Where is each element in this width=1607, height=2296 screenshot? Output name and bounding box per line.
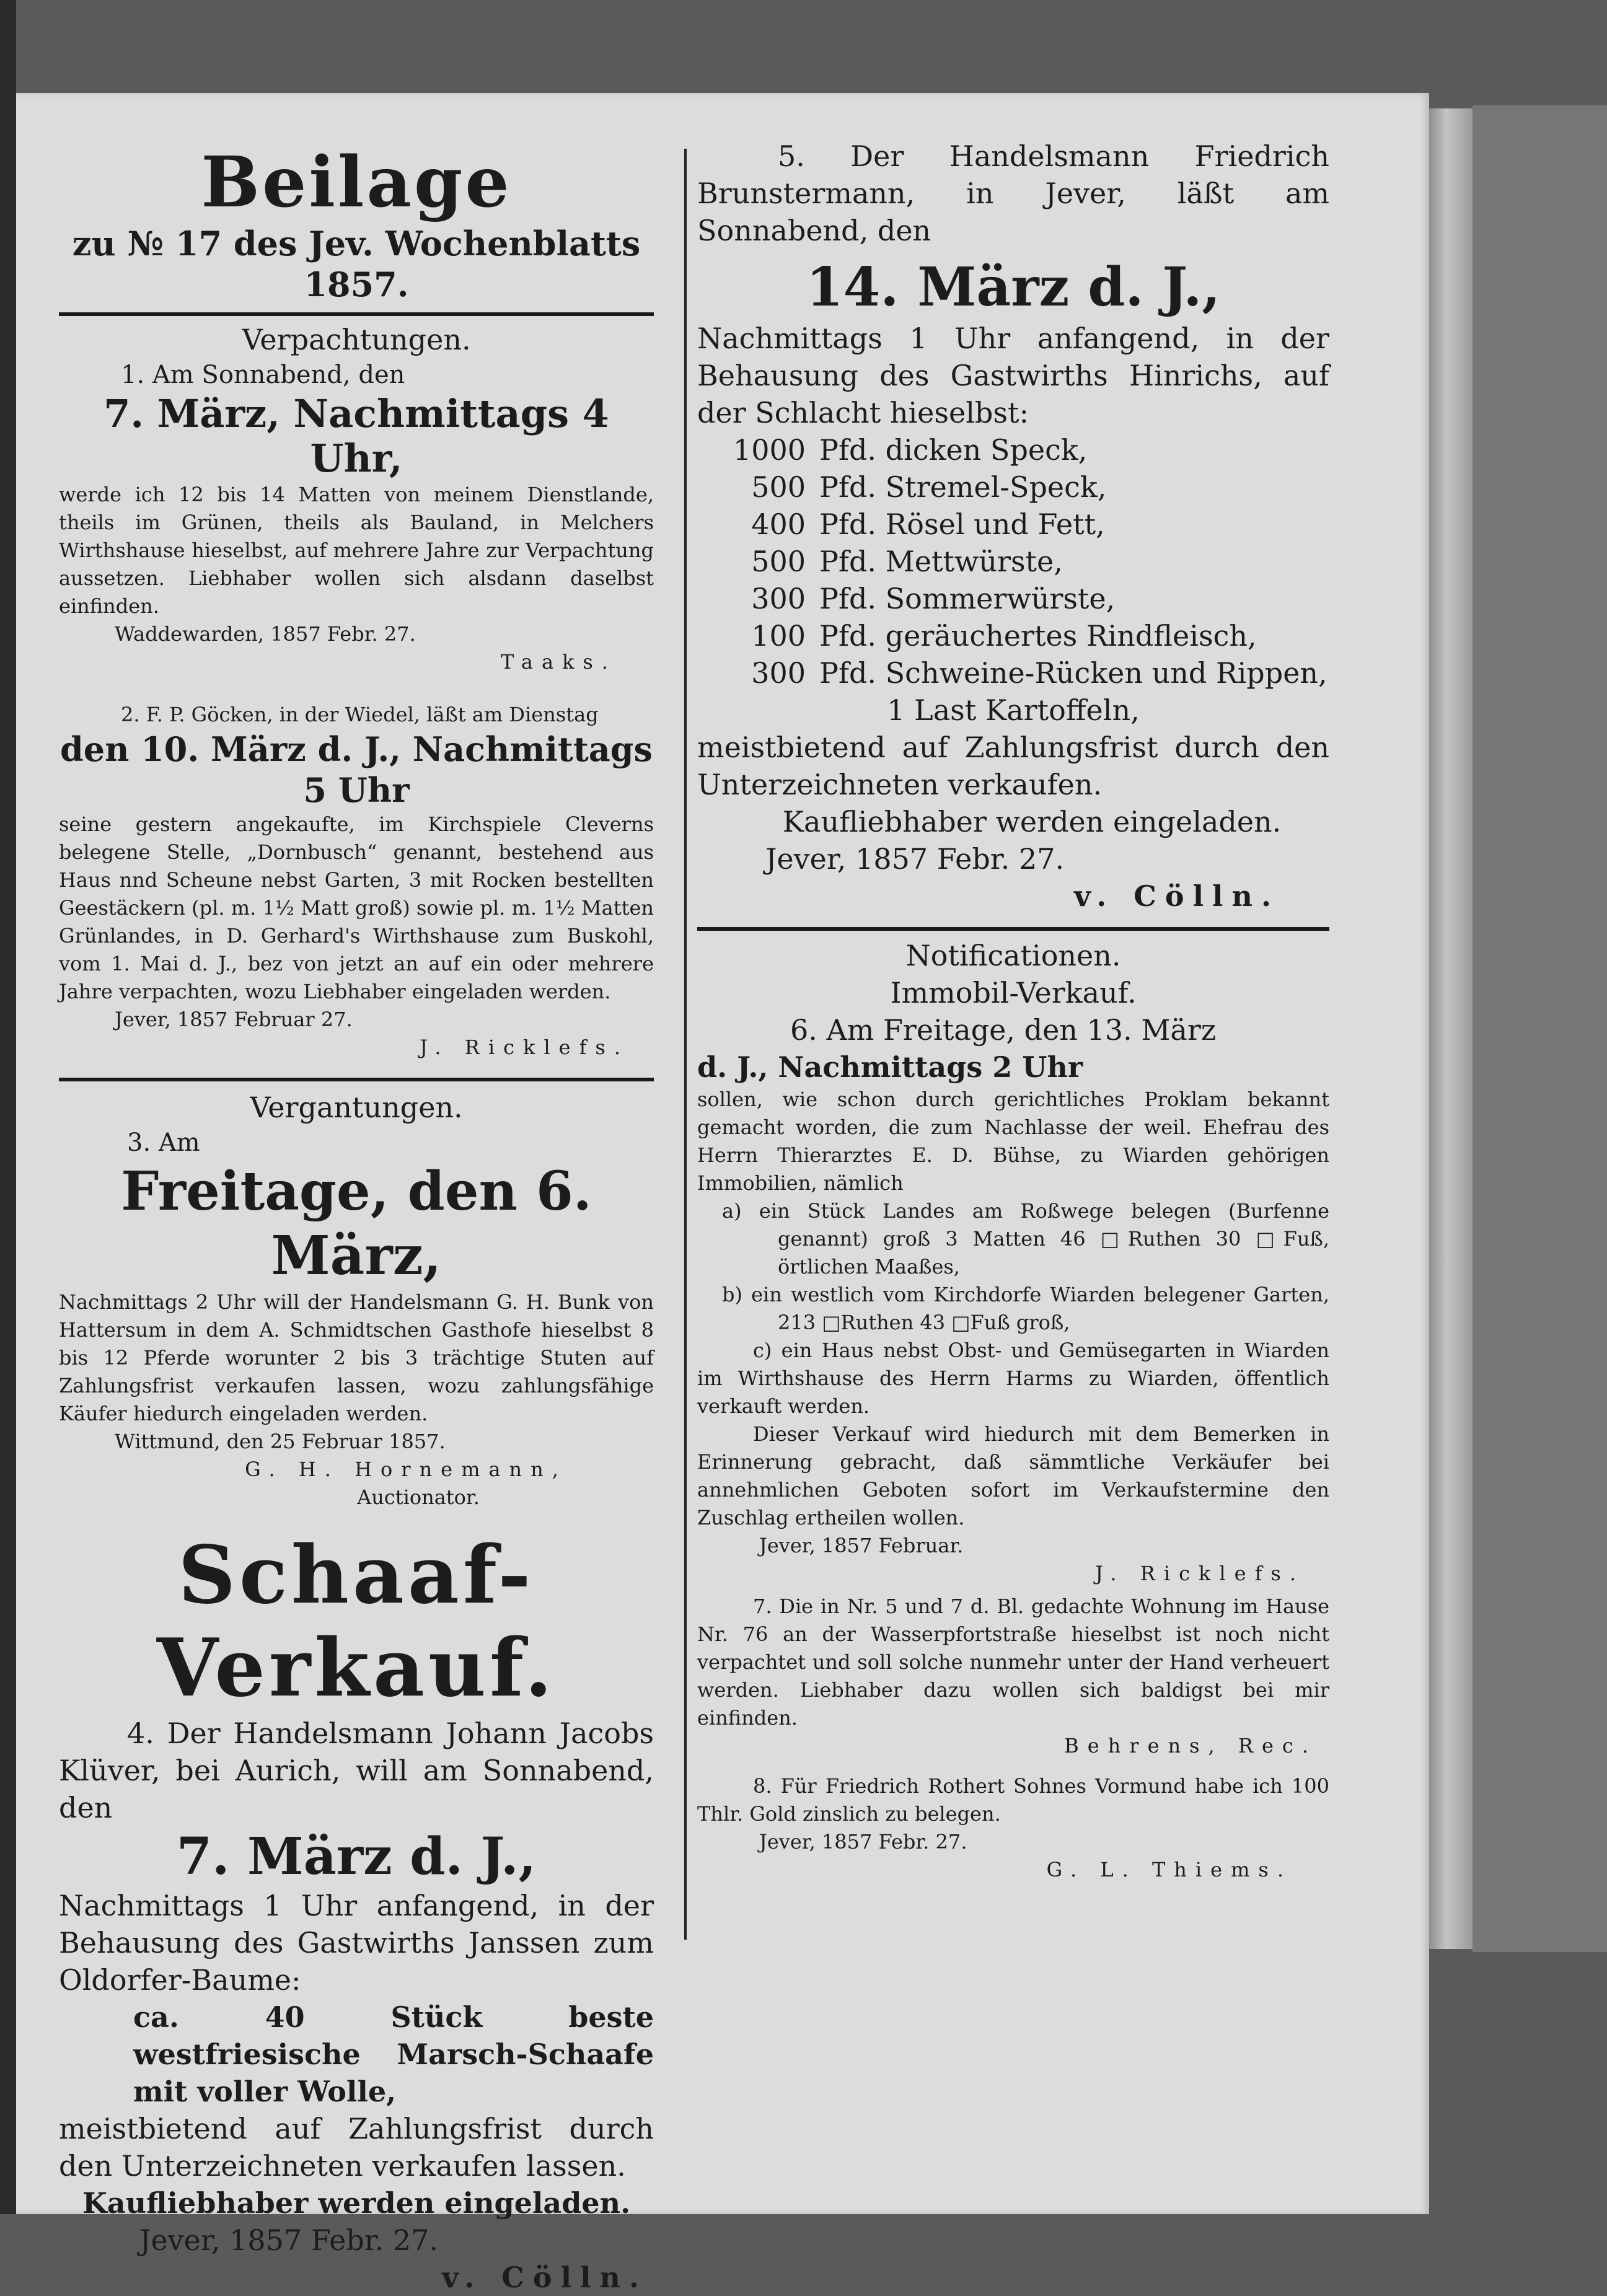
ad8-place: Jever, 1857 Febr. 27. xyxy=(759,1830,967,1854)
section-title-notificationen: Notificationen. xyxy=(905,939,1121,972)
ad4-invite: Kaufliebhaber werden eingeladen. xyxy=(82,2186,631,2220)
ad6-item-c: c) ein Haus nebst Obst- und Gemüsegarten in Wiarden im Wirthshause des Herrn Harms zu Wiarden, öffentlich verkauft werden. xyxy=(697,1339,1329,1418)
schaaf-verkauf-title: Schaaf-Verkauf. xyxy=(156,1529,557,1715)
ad3-intro: 3. Am xyxy=(127,1128,200,1157)
list-item xyxy=(697,543,1329,580)
column-divider xyxy=(684,149,687,1940)
page-subtitle: zu № 17 des Jev. Wochenblatts 1857. xyxy=(72,224,641,304)
section-title-vergantungen: Vergantungen. xyxy=(250,1091,463,1124)
ad2-signature: J. Ricklefs. xyxy=(420,1036,629,1059)
ad1-body: werde ich 12 bis 14 Matten von meinem Dienstlande, theils im Grünen, theils als Bauland, in Melchers Wirthshause hieselbst, auf mehrere Jahre zur Verpachtung aussetzen. Liebhaber wollen sich alsdann daselbst einfinden. xyxy=(59,483,654,618)
ad7-body: 7. Die in Nr. 5 und 7 d. Bl. gedachte Wohnung im Hause Nr. 76 an der Wasserpfortstraße hieselbst ist noch nicht verpachtet und soll solche nunmehr unter der Hand verheuert werden. Liebhaber dazu wollen sich baldigst bei mir einfinden. xyxy=(697,1594,1329,1730)
item-text: Pfd. Mettwürste, xyxy=(819,545,1063,578)
item-qty: 300 xyxy=(751,656,806,690)
ad5-date: 14. März d. J., xyxy=(806,256,1221,319)
ad4-date: 7. März d. J., xyxy=(176,1827,537,1886)
list-item xyxy=(697,617,1329,654)
item-text: Pfd. Rösel und Fett, xyxy=(819,508,1105,541)
ad2-place: Jever, 1857 Februar 27. xyxy=(115,1008,353,1031)
ad5-potatoes: 1 Last Kartoffeln, xyxy=(887,693,1140,727)
list-item xyxy=(697,580,1329,617)
ad5-closing: meistbietend auf Zahlungsfrist durch den Unterzeichneten verkaufen. xyxy=(697,731,1329,801)
list-item xyxy=(697,468,1329,506)
ad2-date: den 10. März d. J., Nachmittags 5 Uhr xyxy=(60,729,653,810)
ad3-signature: G. H. Hornemann, xyxy=(245,1458,567,1481)
ad6-intro: 6. Am Freitage, den 13. März xyxy=(790,1013,1217,1047)
ad3-date: Freitage, den 6. März, xyxy=(121,1160,592,1287)
ad7-signature: Behrens, Rec. xyxy=(1064,1734,1317,1757)
ad4-signature: v. Cölln. xyxy=(442,2261,648,2294)
ad5-invite: Kaufliebhaber werden eingeladen. xyxy=(782,805,1282,838)
ad3-body: Nachmittags 2 Uhr will der Handelsmann G. H. Bunk von Hattersum in dem A. Schmidtschen Gasthofe hieselbst 8 bis 12 Pferde worunter 2 bis 3 trächtige Stuten auf Zahlungsfrist verkaufen lassen, wozu zahlungsfähige Käufer hiedurch eingeladen werden. xyxy=(59,1290,654,1425)
ad2-body: seine gestern angekaufte, im Kirchspiele Cleverns belegene Stelle, „Dornbusch“ genannt, bestehend aus Haus nnd Scheune nebst Garten, 3 mit Rocken bestellten Geestäckern (pl. m. 1½ Matt groß) sowie pl. m. 1½ Matten Grünlandes, in D. Gerhard's Wirthshause zum Buskohl, vom 1. Mai d. J., bez von jetzt an auf ein oder mehrere Jahre verpachten, wozu Liebhaber eingeladen werden. xyxy=(59,812,654,1003)
ad5-signature: v. Cölln. xyxy=(1074,879,1280,913)
ad4-place: Jever, 1857 Febr. 27. xyxy=(139,2223,439,2257)
ad1-date: 7. März, Nachmittags 4 Uhr, xyxy=(103,391,609,481)
item-qty: 500 xyxy=(751,545,806,578)
title-rule xyxy=(59,312,654,316)
item-text: Pfd. dicken Speck, xyxy=(819,433,1088,467)
ad6-place: Jever, 1857 Februar. xyxy=(759,1534,964,1557)
left-column xyxy=(59,93,654,2296)
item-text: Pfd. Schweine-Rücken und Rippen, xyxy=(819,656,1327,690)
book-cover xyxy=(1473,105,1607,1952)
ad1-intro: 1. Am Sonnabend, den xyxy=(121,361,405,389)
item-text: Pfd. geräuchertes Rindfleisch, xyxy=(819,619,1257,653)
ad5-body: Nachmittags 1 Uhr anfangend, in der Behausung des Gastwirths Hinrichs, auf der Schlacht hieselbst: xyxy=(697,322,1329,429)
ad2-intro: 2. F. P. Göcken, in der Wiedel, läßt am Dienstag xyxy=(121,703,599,726)
item-qty: 100 xyxy=(751,619,806,653)
book-binding-edge xyxy=(1429,108,1473,1949)
list-item xyxy=(697,431,1329,468)
ad4-intro: 4. Der Handelsmann Johann Jacobs Klüver, bei Aurich, will am Sonnabend, den xyxy=(59,1717,654,1824)
ad6-signature: J. Ricklefs. xyxy=(1095,1562,1305,1585)
ad6-body: sollen, wie schon durch gerichtliches Proklam bekannt gemacht worden, die zum Nachlasse der weil. Ehefrau des Herrn Thierarztes E. D. Bühse, zu Wiarden gehörigen Immobilien, nämlich xyxy=(697,1088,1329,1195)
ad4-item: ca. 40 Stück beste westfriesische Marsch-Schaafe mit voller Wolle, xyxy=(133,2000,654,2108)
ad5-item-list xyxy=(697,431,1329,692)
ad1-signature: Taaks. xyxy=(501,650,617,674)
item-qty: 1000 xyxy=(733,433,806,467)
list-item xyxy=(697,506,1329,543)
section-rule-2 xyxy=(697,927,1329,931)
item-qty: 500 xyxy=(751,470,806,504)
ad6-item-b: b) ein westlich vom Kirchdorfe Wiarden belegener Garten, 213 □Ruthen 43 □Fuß groß, xyxy=(722,1283,1329,1334)
section-rule-1 xyxy=(59,1078,654,1081)
ad6-note: Dieser Verkauf wird hiedurch mit dem Bemerken in Erinnerung gebracht, daß sämmtliche Verkäufer bei annehmlichen Geboten sofort im Verkaufstermine den Zuschlag ertheilen wollen. xyxy=(697,1422,1329,1529)
item-text: Pfd. Sommerwürste, xyxy=(819,582,1116,615)
ad6-date: d. J., Nachmittags 2 Uhr xyxy=(697,1050,1083,1084)
scan-dark-edge xyxy=(0,0,16,2214)
ad3-signature-title: Auctionator. xyxy=(357,1485,480,1509)
section-subtitle-immobil: Immobil-Verkauf. xyxy=(890,976,1137,1009)
ad1-place: Waddewarden, 1857 Febr. 27. xyxy=(115,622,416,646)
item-qty: 300 xyxy=(751,582,806,615)
list-item xyxy=(697,654,1329,692)
right-column xyxy=(697,93,1329,1884)
section-title-verpachtungen: Verpachtungen. xyxy=(242,323,471,356)
item-qty: 400 xyxy=(751,508,806,541)
ad4-body: Nachmittags 1 Uhr anfangend, in der Behausung des Gastwirths Janssen zum Oldorfer-Baume: xyxy=(59,1889,654,1997)
ad5-intro: 5. Der Handelsmann Friedrich Brunstermann, in Jever, läßt am Sonnabend, den xyxy=(697,139,1329,247)
ad6-item-a: a) ein Stück Landes am Roßwege belegen (Burfenne genannt) groß 3 Matten 46 □Ruthen 30 □Fuß, örtlichen Maaßes, xyxy=(722,1199,1329,1278)
item-text: Pfd. Stremel-Speck, xyxy=(819,470,1107,504)
ad4-closing: meistbietend auf Zahlungsfrist durch den Unterzeichneten verkaufen lassen. xyxy=(59,2112,654,2183)
ad8-signature: G. L. Thiems. xyxy=(1046,1858,1292,1881)
ad5-place: Jever, 1857 Febr. 27. xyxy=(765,842,1065,876)
ad3-place: Wittmund, den 25 Februar 1857. xyxy=(115,1430,446,1453)
page-title: Beilage xyxy=(201,142,512,223)
ad8-body: 8. Für Friedrich Rothert Sohnes Vormund habe ich 100 Thlr. Gold zinslich zu belegen. xyxy=(697,1774,1329,1826)
